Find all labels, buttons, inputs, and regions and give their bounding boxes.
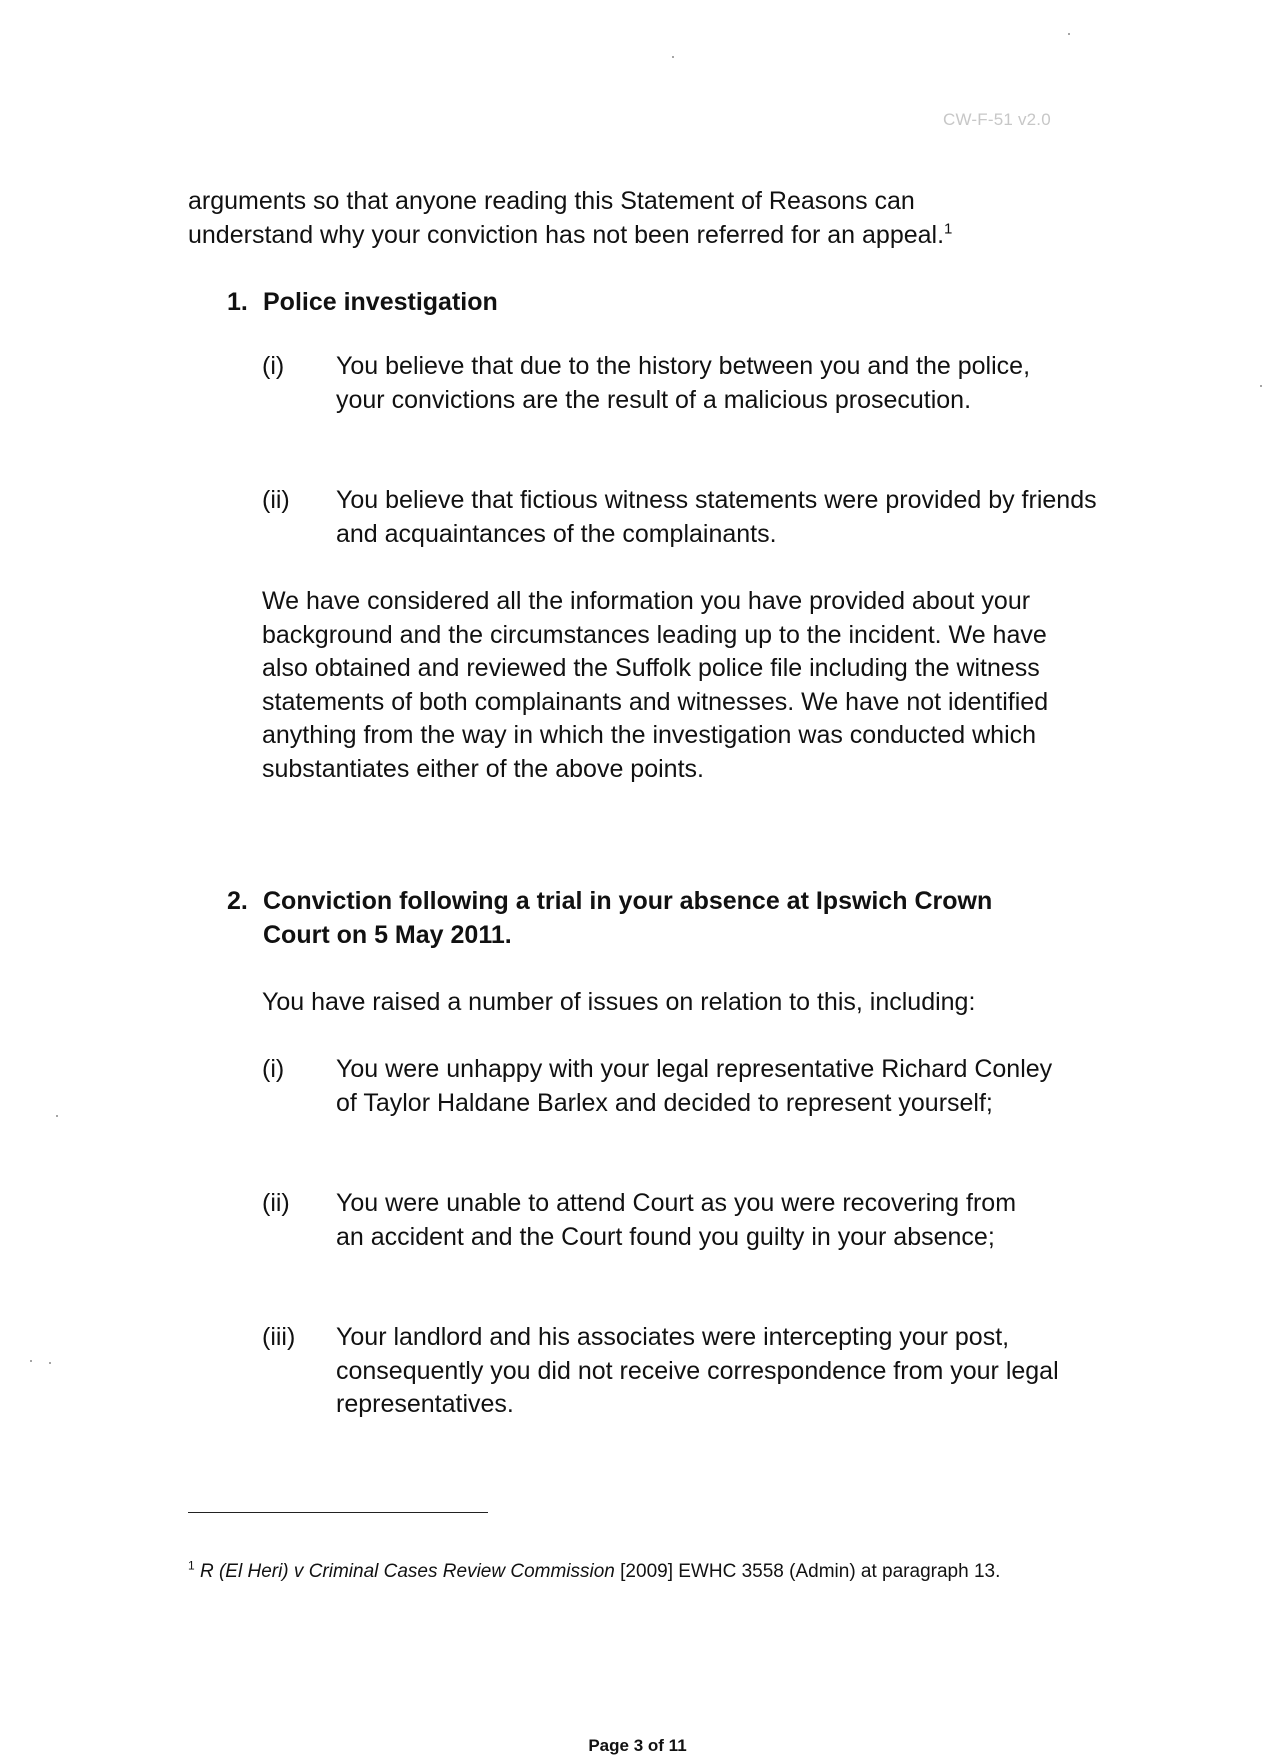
- section-2-item-i: [262, 1053, 1162, 1163]
- item-label: (iii): [262, 1323, 296, 1351]
- item-label: (i): [262, 1055, 285, 1083]
- section-1-conclusion-paragraph: We have considered all the information you have provided about your background and the circumstances leading up to the incident. We have also obtained and reviewed the Suffolk police file including the witness statements of both complainants and witnesses. We have not identified anything from the way in which the investigation was conducted which substantiates either of the above points.: [262, 587, 1049, 783]
- section-1-heading: [227, 286, 1127, 326]
- section-2-item-ii: [262, 1187, 1162, 1297]
- document-reference: CW-F-51 v2.0: [943, 110, 1051, 129]
- section-1-title: Police investigation: [263, 288, 498, 316]
- item-text: You were unhappy with your legal representative Richard Conley of Taylor Haldane Barlex and decided to represent yourself;: [336, 1055, 1053, 1117]
- section-2-intro: You have raised a number of issues on relation to this, including:: [262, 988, 976, 1016]
- intro-line-2-text: understand why your conviction has not been referred for an appeal.: [188, 220, 945, 249]
- item-text: You believe that fictious witness statements were provided by friends and acquaintances of the complainants.: [336, 486, 1097, 548]
- intro-line-1: arguments so that anyone reading this Statement of Reasons can: [188, 187, 915, 215]
- section-2-title-line-2: Court on 5 May 2011.: [263, 920, 512, 949]
- section-2-item-iii: [262, 1321, 1162, 1431]
- footnote-citation: [2009] EWHC 3558 (Admin) at paragraph 13.: [614, 1561, 1001, 1582]
- page-number-middle: of: [643, 1736, 669, 1755]
- footnote: [188, 1556, 1068, 1587]
- item-text: Your landlord and his associates were intercepting your post, consequently you did not receive correspondence from your legal representatives.: [336, 1323, 1059, 1418]
- intro-line-2: [188, 219, 1088, 253]
- section-2-title-line-1: Conviction following a trial in your absence at Ipswich Crown: [263, 887, 993, 915]
- page-number-total: 11: [668, 1736, 687, 1755]
- scan-speck: [1260, 385, 1262, 387]
- footnote-mark: 1: [188, 1558, 195, 1573]
- footnote-case-name: R (El Heri) v Criminal Cases Review Commission: [199, 1561, 615, 1582]
- page-number-prefix: Page: [588, 1736, 634, 1755]
- page-number: [0, 1736, 1275, 1756]
- intro-paragraph: [188, 185, 1088, 252]
- scan-speck: [56, 1115, 58, 1117]
- section-1-item-i: [262, 350, 1162, 460]
- section-2-number: 2.: [227, 887, 248, 915]
- section-2-title: [263, 885, 1093, 952]
- section-1-number: 1.: [227, 288, 248, 316]
- section-1-item-ii: [262, 484, 1162, 556]
- item-label: (i): [262, 352, 285, 380]
- footnote-reference[interactable]: 1: [944, 220, 953, 238]
- scan-speck: [672, 56, 674, 58]
- page-number-current: 3: [633, 1736, 644, 1755]
- item-text: You were unable to attend Court as you were recovering from an accident and the Court found you guilty in your absence;: [336, 1189, 1017, 1251]
- scan-speck: [1068, 33, 1070, 35]
- scan-speck: [30, 1360, 32, 1362]
- footnote-separator: [188, 1512, 488, 1513]
- section-2-heading: [227, 885, 1127, 955]
- item-label: (ii): [262, 1189, 290, 1217]
- scan-speck: [49, 1362, 51, 1364]
- item-label: (ii): [262, 486, 290, 514]
- item-text: You believe that due to the history between you and the police, your convictions are the result of a malicious prosecution.: [336, 352, 1031, 414]
